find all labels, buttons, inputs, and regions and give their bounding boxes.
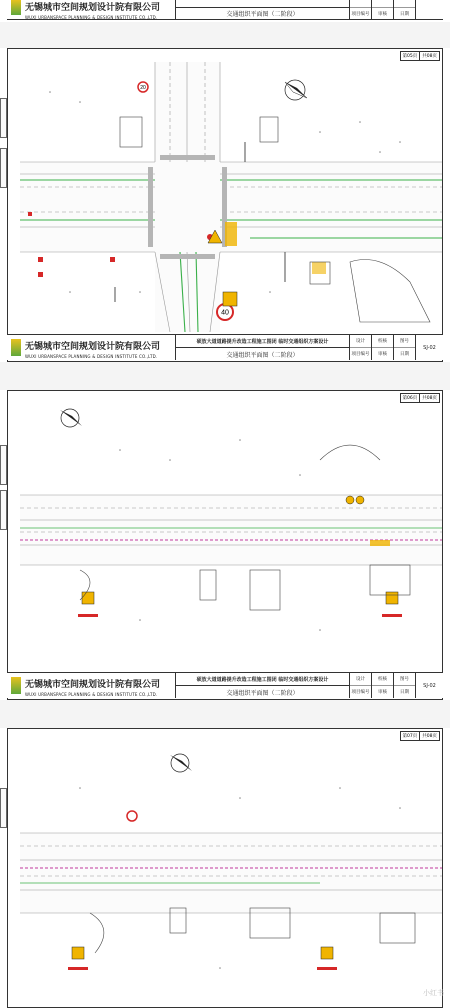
traffic-plan-drawing bbox=[20, 400, 442, 668]
svg-text:40: 40 bbox=[221, 309, 229, 317]
binding-margin-tab bbox=[0, 788, 7, 828]
watermark: 小红书 bbox=[423, 989, 444, 997]
org-name-cn: 无锡城市空间规划设计院有限公司 bbox=[25, 342, 161, 352]
org-name-cn: 无锡城市空间规划设计院有限公司 bbox=[25, 680, 161, 690]
sheet-page-05 bbox=[0, 48, 450, 362]
construction-sign-icon bbox=[78, 592, 98, 617]
binding-margin-tab bbox=[0, 445, 7, 485]
traffic-plan-drawing bbox=[20, 738, 442, 998]
org-name-en: WUXI URBANSPACE PLANNING & DESIGN INSTITUTE CO.,LTD. bbox=[25, 354, 158, 359]
drawing-title: 交通组织平面图（二阶段） bbox=[226, 689, 299, 697]
drawing-title: 交通组织平面图（二阶段） bbox=[226, 351, 299, 359]
svg-text:20: 20 bbox=[140, 85, 146, 91]
sheet-partial-top bbox=[0, 0, 450, 22]
warning-sign-icon bbox=[346, 496, 354, 504]
page-number: 第06页 共08页 bbox=[401, 393, 440, 403]
sheet-page-07 bbox=[0, 728, 450, 1000]
sheet-number: SJ-02 bbox=[423, 682, 436, 689]
drawing-title: 交通组织平面图（二阶段） bbox=[226, 11, 299, 18]
speed-limit-sign-icon bbox=[138, 82, 148, 92]
work-zone bbox=[225, 222, 237, 246]
title-block: 无锡城市空间规划设计院有限公司 WUXI URBANSPACE PLANNING & DESIGN INSTITUTE CO.,LTD. 硕放大道道路提升改造工程施工围闭 临时交通组织方案设计 交通组织平面图（二阶段） 设计 项目编号 校核 审核 图号 日期 SJ-02 bbox=[7, 672, 443, 698]
org-name-en: WUXI URBANSPACE PLANNING & DESIGN INSTITUTE CO.,LTD. bbox=[25, 15, 158, 20]
north-arrow-icon bbox=[285, 80, 307, 100]
institute-logo bbox=[11, 677, 21, 694]
title-block: 无锡城市空间规划设计院有限公司 WUXI URBANSPACE PLANNING & DESIGN INSTITUTE CO.,LTD. 硕放大道道路提升改造工程施工围闭 临时交通组织方案设计 交通组织平面图（二阶段） 设计 项目编号 校核 审核 图号 日期 SJ-02 bbox=[7, 334, 443, 360]
title-block: 无锡城市空间规划设计院有限公司 WUXI URBANSPACE PLANNING & DESIGN INSTITUTE CO.,LTD. 交通组织平面图（二阶段） 项目编号 审核 日期 bbox=[7, 0, 443, 20]
sheet-page-06 bbox=[0, 390, 450, 700]
traffic-plan-drawing bbox=[20, 62, 442, 332]
construction-sign-icon bbox=[223, 292, 237, 306]
binding-margin-tab bbox=[0, 490, 7, 530]
org-name-cn: 无锡城市空间规划设计院有限公司 bbox=[25, 3, 161, 13]
construction-sign-icon bbox=[382, 592, 402, 617]
institute-logo bbox=[11, 0, 21, 15]
construction-sign-icon bbox=[68, 947, 88, 970]
construction-sign-icon bbox=[317, 947, 337, 970]
no-parking-sign-icon bbox=[127, 811, 137, 821]
institute-logo bbox=[11, 339, 21, 356]
page-number: 第07页 共08页 bbox=[401, 731, 440, 741]
org-name-en: WUXI URBANSPACE PLANNING & DESIGN INSTITUTE CO.,LTD. bbox=[25, 692, 158, 697]
warning-sign-icon bbox=[356, 496, 364, 504]
project-name: 硕放大道道路提升改造工程施工围闭 临时交通组织方案设计 bbox=[176, 335, 349, 348]
page-number: 第05页 共08页 bbox=[401, 51, 440, 61]
north-arrow-icon bbox=[170, 754, 192, 772]
binding-margin-tab bbox=[0, 98, 7, 138]
sheet-number: SJ-02 bbox=[423, 344, 436, 351]
speed-limit-sign-icon bbox=[217, 304, 233, 320]
project-name: 硕放大道道路提升改造工程施工围闭 临时交通组织方案设计 bbox=[176, 673, 349, 686]
north-arrow-icon bbox=[60, 409, 82, 427]
binding-margin-tab bbox=[0, 148, 7, 188]
